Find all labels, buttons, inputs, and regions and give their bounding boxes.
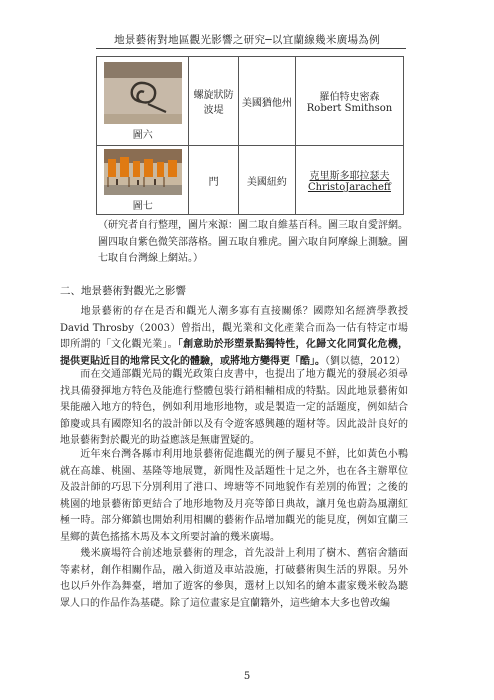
citation: （劉以德，2012）: [325, 355, 406, 367]
image-caption: 圖六: [132, 129, 153, 141]
image-cell: [97, 57, 189, 146]
paragraph: [60, 367, 408, 450]
image-caption: 圖七: [132, 200, 153, 212]
bold-quote: 「創意助於形塑景點獨特性，化歸文化同質化危機，提供更貼近目的地常民文化的體驗，或將地方變得更「酷」。: [60, 339, 409, 367]
image-cell: [97, 146, 189, 215]
artist-cell: [295, 146, 403, 215]
artwork-location: 美國猶他州: [238, 57, 295, 146]
artwork-table: [96, 56, 404, 215]
artist-cell: [295, 57, 403, 146]
table-row: [97, 57, 404, 146]
artist-name: 羅伯特史密森: [319, 92, 380, 103]
paragraph-text: 而在交通部觀光局的觀光政策白皮書中，也提出了地方觀光的發展必須尋找具備發揮地方特色及能進行整體包裝行銷相輔相成的特點。因此地景藝術如果能融入地方的特色，例如利用地形地物，或是製造一定的話題度，例如結合節慶或具有國際知名的設計師以及有令遊客感興趣的題材等。因此設計良好的地景藝術對於觀光的助益應該是無庸置疑的。: [60, 369, 408, 447]
artist-name-en: ChristoJaracheff: [307, 182, 391, 193]
paragraph-text: 地景藝術的存在是否和觀光人潮多寡有直接關係？國際知名經濟學教授 David Throsby（2003）曾指出，觀光業和文化產業合而為一估有特定市場即所謂的「文化觀光業」。: [60, 306, 408, 351]
artist-name: 克里斯多耶拉瑟夫: [309, 171, 390, 182]
header-rule: [96, 48, 406, 49]
paragraph: [60, 447, 408, 547]
section-heading: 二、地景藝術對觀光之影響: [60, 285, 186, 297]
the-gates-image: [104, 149, 182, 195]
source-note: （研究者自行整理，圖片來源：圖二取自維基百科。圖三取自愛評網。圖四取自紫色微笑部落格。圖五取自雅虎。圖六取自阿摩線上測驗。圖七取自台灣線上網站。）: [98, 220, 408, 264]
artwork-location: 美國紐約: [238, 146, 295, 215]
page-number: 5: [243, 671, 251, 682]
running-header: 地景藝術對地區觀光影響之研究─以宜蘭線幾米廣場為例: [114, 34, 380, 46]
artwork-name: 門: [189, 146, 238, 215]
paragraph: [60, 304, 408, 370]
table-row: [97, 146, 404, 215]
paragraph-text: 幾米廣場符合前述地景藝術的理念，首先設計上利用了樹木、舊宿舍牆面等素材，創作相關作品，融入街道及車站設施，打破藝術與生活的界限。另外也以戶外作為舞臺，增加了遊客的參與，選材上以知名的繪本畫家幾米較為聽眾人口的作品作為基礎。除了這位畫家是宜蘭籍外，這些繪本大多也曾改編: [60, 548, 408, 609]
artist-name-en: Robert Smithson: [306, 103, 393, 114]
paragraph-text: 近年來台灣各縣市利用地景藝術促進觀光的例子屢見不鮮，比如黃色小鴨就在高雄、桃園、基隆等地展覽，新聞性及話題性十足之外，也在各主辦單位及設計師的巧思下分別利用了港口、埤塘等不同地貌作有差別的佈置；之後的桃園的地景藝術節更結合了地形地物及月亮等節日典故，讓月兔也蔚為風潮紅極一時。部分鄉鎮也開始利用相關的藝術作品增加觀光的能見度，例如宜蘭三星鄉的黃色搖搖木馬及本文所要討論的幾米廣場。: [60, 449, 408, 543]
spiral-jetty-image: [104, 62, 182, 124]
paragraph: [60, 546, 408, 612]
artwork-name: 螺旋狀防波堤: [189, 57, 238, 146]
